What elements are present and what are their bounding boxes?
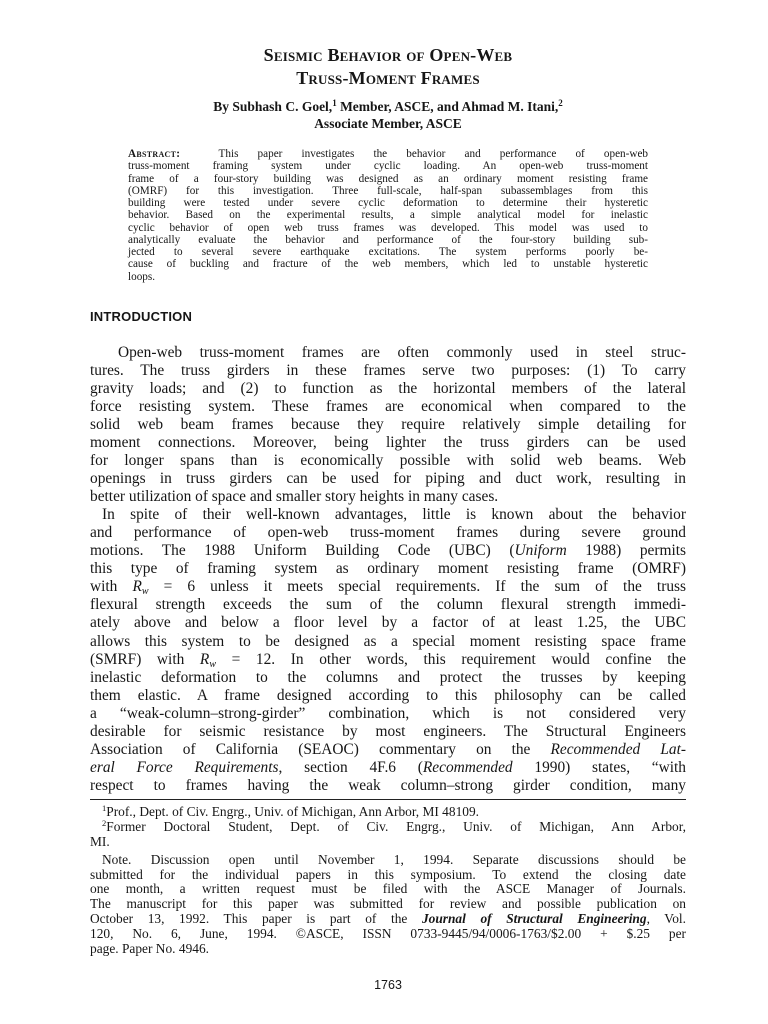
text-run: 1990) states, “with xyxy=(512,758,686,776)
author-names-a: By Subhash C. Goel, xyxy=(213,99,333,114)
abstract-line: behavior. Based on the experimental results, a simple analytical model for inelastic xyxy=(128,209,648,222)
paper-page xyxy=(90,0,686,1024)
body-line: respect to frames having the weak column–strong girder condition, many xyxy=(90,776,686,794)
title-line-2: Truss-Moment Frames xyxy=(296,68,480,88)
abstract-line xyxy=(128,148,648,160)
body-line: gravity loads; and (2) to function as the horizontal members of the lateral xyxy=(90,379,686,397)
abstract-line: (OMRF) for this investigation. Three full-scale, half-span subassemblages from this xyxy=(128,184,648,197)
body-line: allows this system to be designed as a special moment resisting space frame xyxy=(90,632,686,650)
footnote-marker: 1 xyxy=(102,802,107,813)
citation-italic: Uniform xyxy=(514,542,567,560)
note-line: submitted for the individual papers in this symposium. To extend the closing date xyxy=(90,866,686,882)
footnote-2 xyxy=(90,817,686,835)
body-line: them elastic. A frame designed according to this philosophy can be called xyxy=(90,686,686,704)
footnotes xyxy=(90,802,686,957)
page-number: 1763 xyxy=(374,978,402,992)
text-run: , section 4F.6 ( xyxy=(278,758,423,776)
body-line xyxy=(90,651,686,669)
journal-name: Journal of Structural Engineering xyxy=(421,911,647,927)
body-line: In spite of their well-known advantages, little is known about the behavior xyxy=(102,506,686,524)
body-line xyxy=(90,542,686,560)
text-run: = 6 unless it meets special requirements. If the sum of the truss xyxy=(148,578,686,596)
section-heading-introduction: INTRODUCTION xyxy=(90,308,193,324)
body-line: and performance of open-web truss-moment frames during severe ground xyxy=(90,524,686,542)
introduction-body xyxy=(90,344,686,795)
footnote-2-cont: MI. xyxy=(90,833,110,849)
footnote-1 xyxy=(90,802,686,820)
symbol-r: R xyxy=(132,578,142,596)
citation-italic: Recommended xyxy=(422,758,513,776)
text-run: Association of California (SEAOC) commentary on the xyxy=(90,740,551,758)
paper-title xyxy=(90,44,686,90)
footnote-rule xyxy=(90,799,686,800)
abstract-line-text: This paper investigates the behavior and performance of open-web xyxy=(218,148,648,160)
note-line: The manuscript for this paper was submitted for review and possible publication on xyxy=(90,896,686,912)
footnote-text: Prof., Dept. of Civ. Engrg., Univ. of Michigan, Ann Arbor, MI 48109. xyxy=(106,803,480,819)
text-run: , Vol. xyxy=(646,911,686,927)
title-line-1: Seismic Behavior of Open-Web xyxy=(263,45,513,65)
footnote-marker-2: 2 xyxy=(558,98,563,108)
abstract xyxy=(128,148,648,283)
body-line: Open-web truss-moment frames are often commonly used in steel struc- xyxy=(118,343,686,361)
body-line: moment connections. Moreover, being lighter the truss girders can be used xyxy=(90,433,686,451)
abstract-line: cyclic behavior of open web truss frames was developed. This model was used to xyxy=(128,221,648,234)
author-names-b: Member, ASCE, and Ahmad M. Itani, xyxy=(336,99,559,114)
body-line xyxy=(90,578,686,596)
abstract-line: analytically evaluate the behavior and performance of the four-story building sub- xyxy=(128,233,648,246)
author-line-1 xyxy=(90,98,686,115)
body-line: solid web beam frames because they require relatively simple detailing for xyxy=(90,415,686,433)
text-run: October 13, 1992. This paper is part of the xyxy=(90,911,422,927)
note-line: one month, a written request must be filed with the ASCE Manager of Journals. xyxy=(90,881,686,897)
text-run: with xyxy=(90,578,133,596)
abstract-line: frame of a four-story building was designed as an ordinary moment resisting frame xyxy=(128,172,648,185)
body-line: this type of framing system as ordinary moment resisting frame (OMRF) xyxy=(90,560,686,578)
abstract-label: Abstract: xyxy=(128,148,181,160)
text-run: 1988) permits xyxy=(566,542,686,560)
symbol-subscript-w: w xyxy=(209,658,216,670)
body-line: openings in truss girders can be used for piping and duct work, resulting in xyxy=(90,470,686,488)
note-line: page. Paper No. 4946. xyxy=(90,941,209,957)
body-line: a “weak-column–strong-girder” combination, which is not considered very xyxy=(90,704,686,722)
body-line xyxy=(90,741,686,759)
body-line: inelastic deformation to the columns and protect the trusses by keeping xyxy=(90,668,686,686)
body-line: for longer spans than is economically possible with solid web beams. Web xyxy=(90,452,686,470)
body-line: tures. The truss girders in these frames serve two purposes: (1) To carry xyxy=(90,361,686,379)
footnote-marker: 2 xyxy=(102,817,107,828)
abstract-line: building were tested under severe cyclic deformation to determine their hysteretic xyxy=(128,197,648,209)
author-block xyxy=(90,98,686,132)
citation-italic: eral Force Requirements xyxy=(90,758,279,776)
footnote-marker-1: 1 xyxy=(332,98,337,108)
body-line xyxy=(90,759,686,777)
body-line: better utilization of space and smaller story heights in many cases. xyxy=(90,488,499,506)
note-line xyxy=(90,912,686,927)
footnote-text: Former Doctoral Student, Dept. of Civ. Engrg., Univ. of Michigan, Ann Arbor, xyxy=(106,818,686,834)
body-line: ately above and below a floor level by a factor of at least 1.25, the UBC xyxy=(90,614,686,632)
text-run: motions. The 1988 Uniform Building Code (UBC) ( xyxy=(90,542,515,560)
note-line: Note. Discussion open until November 1, 1994. Separate discussions should be xyxy=(102,851,686,867)
author-line-2: Associate Member, ASCE xyxy=(314,116,462,131)
body-line: flexural strength exceeds the sum of the column flexural strength immedi- xyxy=(90,596,686,614)
abstract-line: loops. xyxy=(128,270,156,283)
body-line: desirable for seismic resistance by most engineers. The Structural Engineers xyxy=(90,722,686,740)
text-run: (SMRF) with xyxy=(90,650,200,668)
note-line: 120, No. 6, June, 1994. ©ASCE, ISSN 0733-9445/94/0006-1763/$2.00 + $.25 per xyxy=(90,926,686,942)
symbol-r: R xyxy=(199,650,210,668)
abstract-line: jected to several severe earthquake excitations. The system performs poorly be- xyxy=(128,246,648,258)
abstract-line: truss-moment framing system under cyclic loading. An open-web truss-moment xyxy=(128,160,648,173)
symbol-subscript-w: w xyxy=(141,586,149,598)
text-run: = 12. In other words, this requirement would confine the xyxy=(216,650,686,668)
citation-italic: Recommended Lat- xyxy=(550,740,686,758)
abstract-line: cause of buckling and fracture of the web members, which led to unstable hysteretic xyxy=(128,258,648,271)
body-line: force resisting system. These frames are economical when compared to the xyxy=(90,397,686,415)
